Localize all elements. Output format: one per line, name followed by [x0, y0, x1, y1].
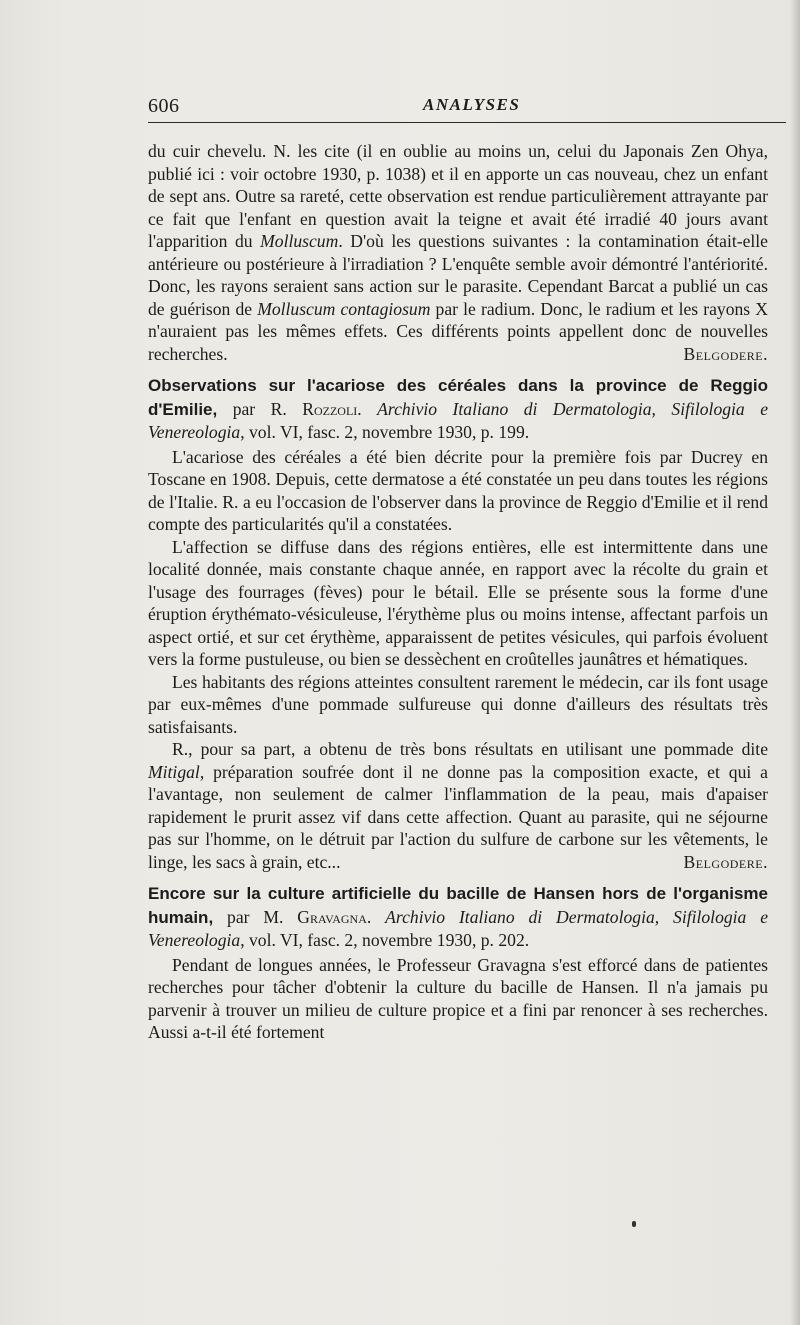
signature: Belgodere. [683, 343, 768, 364]
journal-name: Archivio Italiano di Dermatologia, Sifilologia e Venereologia [148, 906, 769, 950]
paragraph: L'acariose des céréales a été bien décrite pour la première fois par Ducrey en Toscane en 1908. Depuis, cette dermatose a été constatée un peu dans toutes les régions de l'Italie. R. a eu l'occasion de l'observer dans la province de Reggio d'Emilie et il rend compte des particularités qu'il a constatées. [148, 446, 768, 534]
signature: Belgodere. [683, 851, 768, 872]
page-header [148, 92, 786, 123]
article-title: Encore sur la culture artificielle du bacille de Hansen hors de l'organisme humain, [148, 884, 768, 927]
separator: . [366, 906, 386, 927]
running-title: ANALYSES [423, 95, 521, 114]
italic-term: Molluscum contagiosum [257, 298, 431, 319]
journal-name: Archivio Italiano di Dermatologia, Sifilologia e Venereologia [148, 398, 768, 442]
author-name: Rozzoli [302, 398, 358, 419]
article-heading [148, 374, 768, 444]
italic-term: Mitigal [148, 761, 200, 782]
page-number: 606 [148, 95, 180, 117]
italic-term: Molluscum [260, 231, 339, 251]
paragraph: Les habitants des régions atteintes consultent rarement le médecin, car ils font usage par eux-mêmes d'une pommade sulfureuse qui donne d'ailleurs des résultats très satisfaisants. [148, 671, 768, 737]
byline-prefix: par R. [217, 398, 303, 419]
text-segment: R., pour sa part, a obtenu de très bons résultats en utilisant une pommade dite [172, 739, 768, 759]
paragraph: L'affection se diffuse dans des régions entières, elle est intermittente dans une localité donnée, mais constante chaque année, en rapport avec la récolte du grain et l'usage des fourrages (fèves) pour le bétail. Elle se présente sous la forme d'une éruption érythémato-vésiculeuse, l'érythème plus ou moins intense, affectant parfois un aspect ortié, et sur cet érythème, apparaissent de petites vésicules, qui parfois évoluent vers la forme pustuleuse, ou bien se dessèchent en croûtelles jaunâtres et hématiques. [148, 536, 768, 669]
article-heading [148, 882, 768, 952]
separator: . [357, 398, 378, 419]
citation: , vol. VI, fasc. 2, novembre 1930, p. 202. [240, 930, 530, 950]
page-body [148, 140, 768, 1044]
paragraph: Pendant de longues années, le Professeur Gravagna s'est efforcé dans de patientes recherches pour tâcher d'obtenir la culture du bacille de Hansen. Il n'a jamais pu parvenir à trouver un milieu de culture propice et a fini par renoncer à ses recherches. Aussi a-t-il été fortement [148, 954, 768, 1042]
byline-prefix: par M. [213, 906, 298, 927]
article-continuation-paragraph [148, 140, 768, 365]
author-name: Gravagna [297, 906, 367, 927]
page-edge-shadow [790, 0, 800, 1325]
article-title: Observations sur l'acariose des céréales dans la province de Reggio d'Emilie, [148, 376, 768, 419]
text-segment: . D'où les questions suivantes : la contamination était-elle antérieure ou postérieure à l'irradiation ? L'enquête semble avoir démontré l'antériorité. Donc, les rayons seraient sans action sur le parasite. Cependant Barcat a publié un cas de guérison de [148, 231, 768, 319]
citation: , vol. VI, fasc. 2, novembre 1930, p. 199. [240, 422, 530, 442]
ink-speck [632, 1221, 636, 1227]
text-segment: par le radium. Donc, le radium et les rayons X n'auraient pas les mêmes effets. Ces différents points appellent donc de nouvelles recherches. [148, 298, 768, 364]
text-segment: du cuir chevelu. N. les cite (il en oublie au moins un, celui du Japonais Zen Ohya, publié ici : voir octobre 1930, p. 1038) et il en apporte un cas nouveau, chez un enfant de sept ans. Outre sa rareté, cette observation est rendue particulièrement attrayante par ce fait que l'enfant en question avait la teigne et avait été irradié 40 jours avant l'apparition du [148, 141, 768, 251]
text-segment: , préparation soufrée dont il ne donne pas la composition exacte, et qui a l'avantage, non seulement de calmer l'inflammation de la peau, mais d'apaiser rapidement le prurit assez vif dans cette affection. Quant au parasite, qui ne séjourne pas sur l'homme, on le détruit par l'action du sulfure de carbone sur les vêtements, le linge, les sacs à grain, etc... [148, 761, 768, 872]
paragraph [148, 738, 768, 873]
